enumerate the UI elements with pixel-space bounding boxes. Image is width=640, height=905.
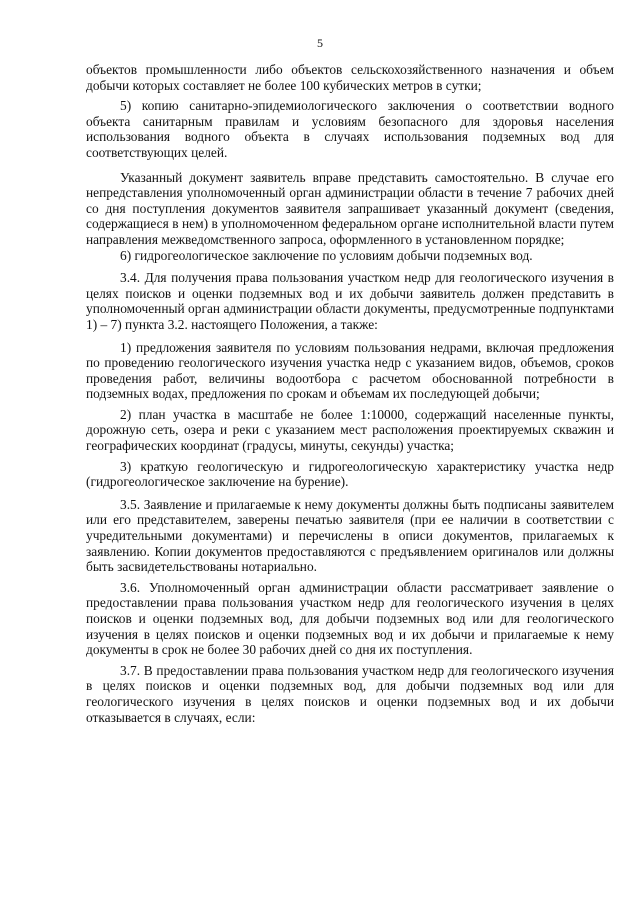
paragraph-section-3-7: 3.7. В предоставлении права пользования участком недр для геологического изучения в целях поисков и оценки подземных вод, для добычи подземных вод или для геологического изучения в целях поисков и оценки подземных вод и их добычи отказывается в случаях, если: xyxy=(86,662,614,725)
paragraph-document-note: Указанный документ заявитель вправе представить самостоятельно. В случае его непредставления уполномоченный орган администрации области в течение 7 рабочих дней со дня поступления документов заявителя запрашивает указанный документ (сведения, содержащиеся в нем) в уполномоченном федеральном органе исполнительной власти путем направления межведомственного запроса, оформленного в установленном порядке; xyxy=(86,169,614,247)
paragraph-3-4-item-1: 1) предложения заявителя по условиям пользования недрами, включая предложения по проведению геологического изучения участка недр с указанием видов, объемов, сроков проведения работ, величины водоотбора с расчетом обоснованной потребности в подземных водах, предложения по срокам и объемам их последующей добычи; xyxy=(86,339,614,402)
paragraph-3-4-item-3: 3) краткую геологическую и гидрогеологическую характеристику участка недр (гидрогеологическое заключение на бурение). xyxy=(86,458,614,490)
paragraph-item-5: 5) копию санитарно-эпидемиологического заключения о соответствии водного объекта санитарным правилам и условиям безопасного для здоровья населения использования водного объекта в случаях использования подземных вод для соответствующих целей. xyxy=(86,98,614,160)
paragraph-section-3-6: 3.6. Уполномоченный орган администрации области рассматривает заявление о предоставлении права пользования участком недр для геологического изучения в целях поисков и оценки подземных вод, для добычи подземных вод или для геологического изучения в целях поисков и оценки подземных вод и их добычи и прилагаемые к нему документы в срок не более 30 рабочих дней со дня их поступления. xyxy=(86,579,614,658)
paragraph-3-4-item-2: 2) план участка в масштабе не более 1:10000, содержащий населенные пункты, дорожную сеть, озера и реки с указанием мест расположения проектируемых скважин и географических координат (градусы, минуты, секунды) участка; xyxy=(86,406,614,454)
paragraph-item-6: 6) гидрогеологическое заключение по условиям добычи подземных вод. xyxy=(120,247,533,263)
paragraph-section-3-4: 3.4. Для получения права пользования участком недр для геологического изучения в целях поисков и оценки подземных вод и их добычи заявитель должен представить в уполномоченный орган администрации области документы, предусмотренные подпунктами 1) – 7) пункта 3.2. настоящего Положения, а также: xyxy=(86,270,614,332)
paragraph-section-3-5: 3.5. Заявление и прилагаемые к нему документы должны быть подписаны заявителем или его представителем, заверены печатью заявителя (при ее наличии в соответствии с учредительными документами) и перечислены в описи документов, прилагаемых к заявлению. Копии документов предоставляются с предъявлением оригиналов или должны быть засвидетельствованы нотариально. xyxy=(86,496,614,575)
page-number: 5 xyxy=(317,36,323,50)
paragraph-continuation: объектов промышленности либо объектов сельскохозяйственного назначения и объем добычи которых составляет не более 100 кубических метров в сутки; xyxy=(86,62,614,93)
document-body xyxy=(86,62,614,725)
